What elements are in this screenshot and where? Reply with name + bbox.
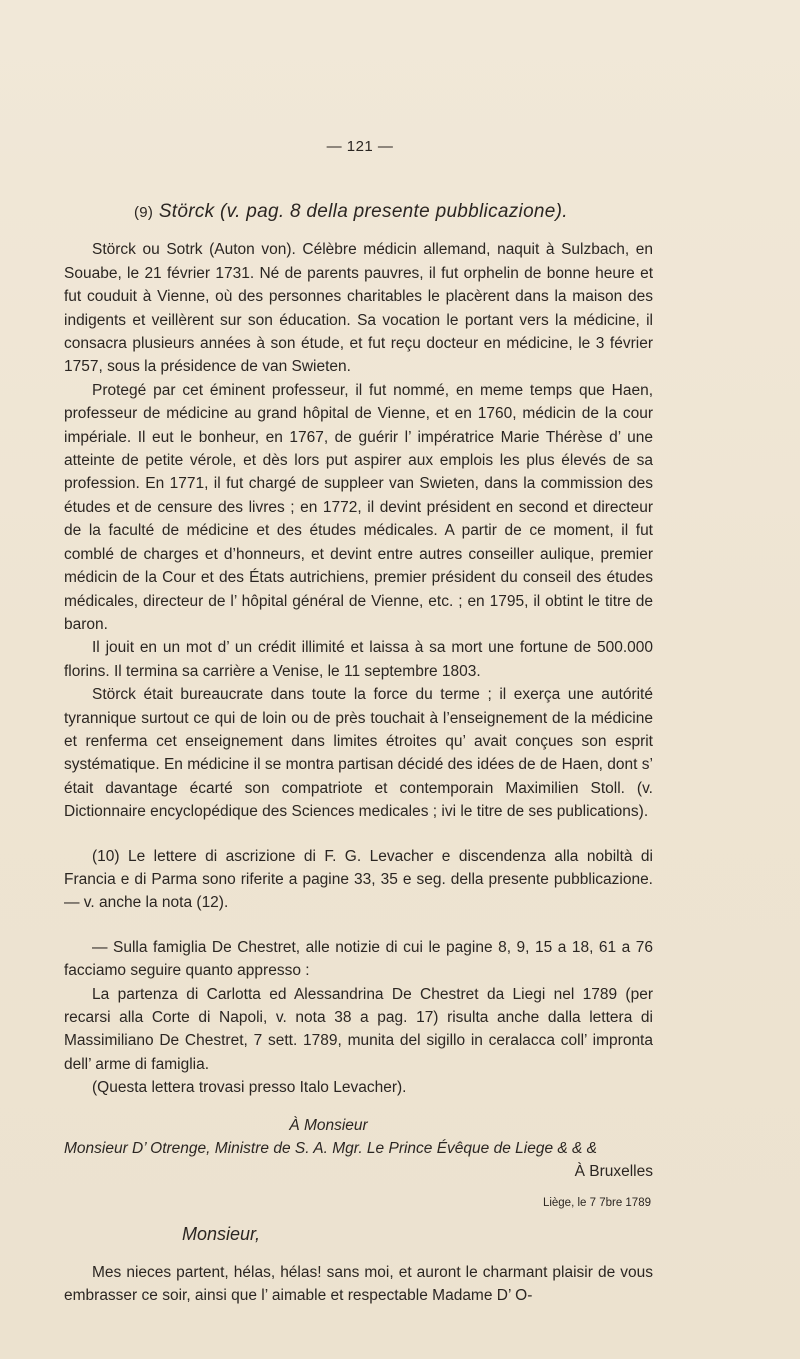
page-number: — 121 — bbox=[326, 138, 394, 155]
paragraph: Störck ou Sotrk (Auton von). Célèbre médicin allemand, naquit à Sulzbach, en Souabe, le 21 février 1731. Né de parents pauvres, il fut orphelin de bonne heure et fut couduit à Vienne, où des personnes charitables le placèrent dans la maison des indigents et veillèrent sur son éducation. Sa vocation le portant vers la médicine, il consacra plusieurs années à son étude, et fut reçu docteur en médicine, le 3 février 1757, sous la présidence de van Swieten. bbox=[64, 241, 653, 376]
letter-date: Liège, le 7 7bre 1789 bbox=[542, 1196, 651, 1209]
paragraph: Il jouit en un mot d’ un crédit illimité et laissa à sa mort une fortune de 500.000 florins. Il termina sa carrière a Venise, le 11 septembre 1803. bbox=[64, 639, 653, 680]
address-line-3: À Bruxelles bbox=[574, 1163, 653, 1181]
note-title: Störck (v. pag. 8 della presente pubblicazione). bbox=[158, 201, 568, 222]
letter-salutation: Monsieur, bbox=[182, 1224, 261, 1245]
note-heading bbox=[64, 200, 653, 224]
note-10: (10) Le lettere di ascrizione di F. G. Levacher e discendenza alla nobiltà di Francia e di Parma sono riferite a pagine 33, 35 e seg. della presente pubblicazione. — v. anche la nota (12). bbox=[64, 847, 653, 912]
address-line-1: À Monsieur bbox=[289, 1116, 368, 1134]
paragraph: Störck était bureaucrate dans toute la force du terme ; il exerça une autórité tyrannique surtout ce qui de loin ou de près touchait à l’enseignement de la médicine et renferma cet enseignement dans limites étroites qu’ avait conçues son esprit systématique. En médicine il se montra partisan décidé des idées de de Haen, dont s’ était davantage écarté son compatriote et contemporain Maximilien Stoll. (v. Dictionnaire encyclopédique des Sciences medicales ; ivi le titre de ses publications). bbox=[64, 686, 653, 821]
address-line-2: Monsieur D’ Otrenge, Ministre de S. A. Mgr. Le Prince Évêque de Liege & & & bbox=[64, 1140, 598, 1158]
paragraph: Protegé par cet éminent professeur, il fut nommé, en meme temps que Haen, professeur de médicine au grand hôpital de Vienne, et en 1760, médicin de la cour impériale. Il eut le bonheur, en 1767, de guérir l’ impératrice Marie Thérèse d’ une atteinte de petite vérole, et dès lors put aspirer aux emplois les plus élevés de sa profession. En 1771, il fut chargé de suppleer van Swieten, dans la commission des études et de censure des livres ; en 1772, il devint président en second et directeur de la faculté de médicine et des études médicales. A partir de ce moment, il fut comblé de charges et d’honneurs, et devint entre autres conseiller aulique, premier médicin de la Cour et des États autrichiens, premier président du conseil des études médicales, directeur de l’ hôpital général de Vienne, etc. ; en 1795, il obtint le titre de baron. bbox=[64, 381, 653, 633]
paragraph: — Sulla famiglia De Chestret, alle notizie di cui le pagine 8, 9, 15 a 18, 61 a 76 facciamo seguire quanto appresso : bbox=[64, 938, 653, 980]
paragraph: (Questa lettera trovasi presso Italo Levacher). bbox=[92, 1079, 407, 1097]
paragraph: La partenza di Carlotta ed Alessandrina De Chestret da Liegi nel 1789 (per recarsi alla Corte di Napoli, v. nota 38 a pag. 17) risulta anche dalla lettera di Massimiliano De Chestret, 7 sett. 1789, munita del sigillo in ceralacca coll’ impronta dell’ arme di famiglia. bbox=[64, 985, 653, 1073]
letter-text: Mes nieces partent, hélas, hélas! sans moi, et auront le charmant plaisir de vous embrasser ce soir, ainsi que l’ aimable et respectable Madame D’ O- bbox=[64, 1263, 653, 1305]
note-number: (9) bbox=[134, 204, 154, 221]
page-body bbox=[64, 134, 653, 1307]
